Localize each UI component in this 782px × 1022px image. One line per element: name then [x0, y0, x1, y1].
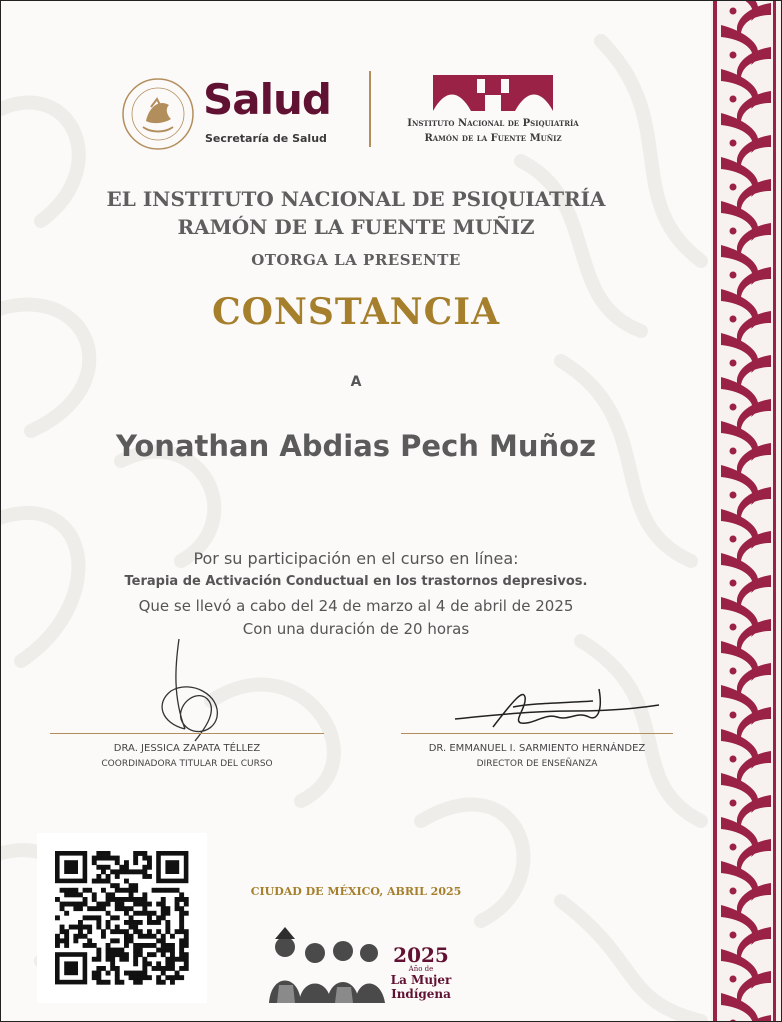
border-dot: [730, 8, 737, 15]
signature-2-role: DIRECTOR DE ENSEÑANZA: [476, 759, 598, 769]
qr-finder: [165, 860, 179, 874]
qr-finder: [64, 860, 78, 874]
certificate-title-line2: RAMÓN DE LA FUENTE MUÑIZ: [177, 215, 535, 239]
signature-2-name: DR. EMMANUEL I. SARMIENTO HERNÁNDEZ: [428, 743, 646, 754]
signature-1-role: COORDINADORA TITULAR DEL CURSO: [101, 759, 273, 769]
signature-2-image: [453, 681, 663, 735]
qr-code-icon: [37, 833, 207, 1003]
place-date: CIUDAD DE MÉXICO, ABRIL 2025: [250, 885, 462, 898]
signature-1-image: [151, 637, 241, 743]
qr-finder: [64, 961, 78, 975]
qr-code[interactable]: [37, 833, 207, 1003]
border-dot: [730, 888, 737, 895]
border-dot: [730, 448, 737, 455]
signature-2-line: [401, 733, 673, 734]
signature-1-line: [50, 733, 324, 734]
course-dates: Que se llevó a cabo del 24 de marzo al 4 de abril de 2025: [138, 597, 574, 615]
border-dot: [730, 272, 737, 279]
border-dot: [730, 228, 737, 235]
border-dot: [730, 756, 737, 763]
border-dot: [730, 404, 737, 411]
border-dot: [730, 536, 737, 543]
certificate-title-line1: EL INSTITUTO NACIONAL DE PSIQUIATRÍA: [106, 187, 606, 211]
border-dot: [730, 932, 737, 939]
indigenous-women-image: [263, 925, 387, 1003]
border-dot: [730, 316, 737, 323]
border-dot: [730, 360, 737, 367]
institute-name-line2: Ramón de la Fuente Muñiz: [424, 133, 562, 144]
salud-logo-text: Salud: [203, 75, 331, 124]
border-dot: [730, 712, 737, 719]
border-dot: [730, 624, 737, 631]
recipient-name: Yonathan Abdias Pech Muñoz: [116, 429, 596, 463]
certificate-type: CONSTANCIA: [212, 291, 500, 333]
institute-name-line1: Instituto Nacional de Psiquiatría: [407, 118, 579, 129]
border-dot: [730, 580, 737, 587]
header: [1, 71, 711, 161]
course-name: Terapia de Activación Conductual en los trastornos depresivos.: [124, 574, 588, 589]
border-dot: [730, 184, 737, 191]
border-dot: [730, 52, 737, 59]
institute-logo-icon: [433, 75, 553, 111]
grants-text: OTORGA LA PRESENTE: [251, 251, 461, 269]
year-badge-number: 2025: [393, 943, 449, 967]
signature-1-name: DRA. JESSICA ZAPATA TÉLLEZ: [113, 743, 261, 754]
decorative-border: [711, 1, 781, 1021]
border-dot: [730, 976, 737, 983]
border-dot: [730, 844, 737, 851]
border-dot: [730, 668, 737, 675]
national-seal-icon: [121, 77, 195, 151]
border-dot: [730, 140, 737, 147]
course-duration: Con una duración de 20 horas: [242, 620, 470, 638]
year-badge-line1: La Mujer: [390, 973, 452, 987]
participation-text: Por su participación en el curso en línea:: [193, 549, 519, 568]
salud-subtitle: Secretaría de Salud: [205, 132, 327, 145]
year-badge-sub: Año de: [408, 965, 434, 973]
to-text: A: [350, 374, 362, 390]
border-dot: [730, 800, 737, 807]
year-badge-line2: Indígena: [391, 987, 451, 1001]
border-dot: [730, 96, 737, 103]
border-dot: [730, 492, 737, 499]
